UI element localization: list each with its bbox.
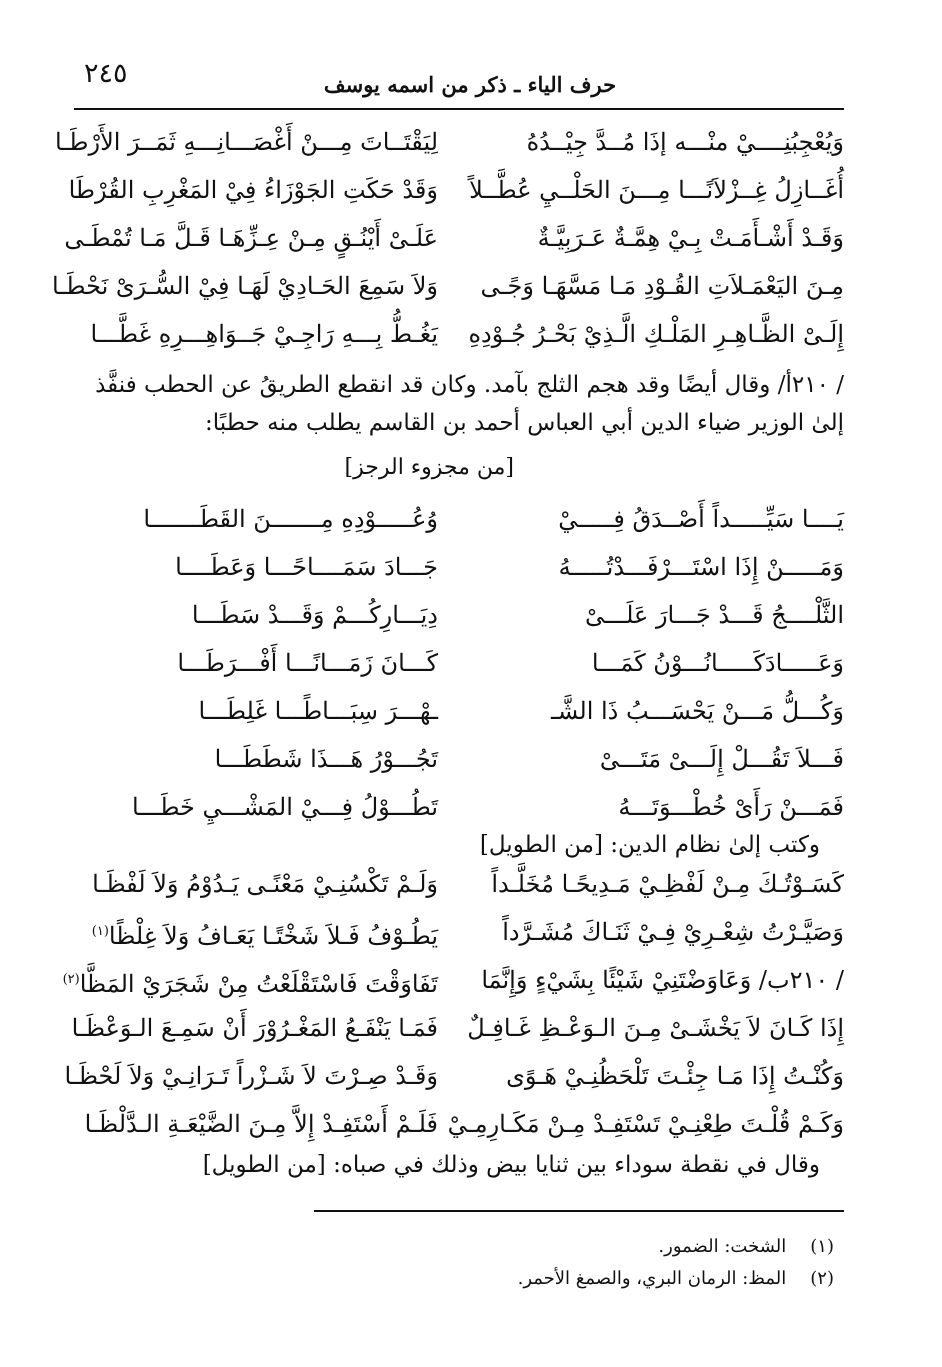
second-hemistich: وُعُـــــوْدِهِ مِـــــــنَ القَطَـــــــا	[143, 505, 438, 533]
poem-3	[62, 862, 844, 1150]
second-hemistich: يَغُـطُّ بِـــهِ رَاجِـيْ جَــوَاهِـــرِهِ غَطَّـــا	[90, 320, 438, 348]
page-number: ٢٤٥	[84, 58, 128, 89]
first-hemistich: وَصَيَّـرْتُ شِعْـرِيْ فِـيْ ثَنَـاكَ مُشَـرَّداً	[502, 918, 844, 946]
verse-line	[80, 910, 844, 958]
second-hemistich: فَلَـمْ أَسْتَفِـدْ إِلاَّ مِـنَ الضَّيْعَـةِ الـدَّلْظَـا	[84, 1110, 438, 1138]
first-hemistich: وَعَـــــادَكَـــــانُـــوْنُ كَمَـــا	[591, 649, 844, 677]
second-hemistich: لِيَقْتَــاتَ مِـــنْ أَغْصَـــانِـــهِ ثَمَــرَ الأَرْطَـا	[55, 128, 438, 156]
first-hemistich: يَــــا سَيِّـــــداً أَصْــدَقُ فِـــــيْ	[558, 505, 844, 533]
prose-intro: وقال في نقطة سوداء بين ثنايا بيض وذلك في صباه: [من الطويل]	[202, 1152, 820, 1178]
verse-line	[80, 862, 844, 910]
second-hemistich: وَقَدْ حَكَتِ الجَوْزَاءُ فِيْ المَغْرِبِ القُرْطَا	[68, 176, 438, 204]
header-rule	[74, 108, 844, 110]
hemistich-text: تَفَاوَقْتَ فَاسْتَقْلَعْتُ مِنْ شَجَرَيْ المَظَّا	[79, 970, 438, 998]
verse-line	[80, 545, 844, 593]
first-hemistich: وَكَـمْ قُلْـتَ طِعْنِـيْ تَسْتَفِـدْ مِـنْ مَكَـارِمِـيْ	[447, 1110, 844, 1138]
second-hemistich: عَلَـىْ أَيْنُـقٍ مِـنْ عِـزِّهَـا قَـلَّ مَـا تُمْطَـى	[64, 224, 438, 252]
footnote	[518, 1268, 834, 1289]
second-hemistich: تَجُـــوْرُ هَـــذَا شَطَطَـــا	[214, 745, 438, 773]
second-hemistich: كَـــانَ زَمَـــانًـــا أَفْـــرَطَـــا	[177, 649, 438, 677]
first-hemistich: الثَّلْــــجُ قَـــدْ جَـــارَ عَلَـــىْ	[584, 601, 844, 629]
verse-line	[80, 641, 844, 689]
verse-line	[64, 1054, 844, 1102]
footnote-rule	[314, 1210, 844, 1212]
footnote-text: الشخت: الضمور.	[658, 1236, 787, 1257]
verse-line	[62, 958, 844, 1006]
first-hemistich: وَكُنْـتُ إِذَا مَـا جِئْـتَ تَلْحَظُنِـيْ هَـوًى	[506, 1062, 844, 1090]
first-hemistich: إِلَـىْ الظَّـاهِـرِ المَلْـكِ الَّـذِيْ بَحْـرُ جُـوْدِهِ	[468, 320, 844, 348]
poem-1	[52, 120, 844, 360]
first-hemistich: وَقَـدْ أَشْـأَمَـتْ بِـيْ هِمَّـةٌ عَـرَبِيَّـةٌ	[537, 224, 844, 252]
verse-line	[68, 168, 844, 216]
second-hemistich: وَلَـمْ تَكْسُنِـيْ مَعْنًـى يَـدُوْمُ وَلاَ لَفْظَـا	[92, 870, 438, 898]
first-hemistich: إِذَا كَـانَ لاَ يَخْشَـىْ مِـنَ الـوَعْـظِ غَـافِـلٌ	[467, 1014, 844, 1042]
footnote-ref[interactable]: (١)	[91, 924, 109, 939]
second-hemistich: جَـــادَ سَمَــــاحًـــا وَعَطَــــا	[175, 553, 438, 581]
footnote	[658, 1236, 834, 1257]
footnote-number: (١)	[810, 1236, 834, 1257]
verse-line	[80, 689, 844, 737]
first-hemistich: كَسَـوْتُـكَ مِـنْ لَفْظِـيْ مَـدِيحًـا مُخَلَّـداً	[491, 870, 844, 898]
first-hemistich: وَيُعْجِبُنِــــيْ منْـــه إذَا مُــدَّ جِيْــدُهُ	[526, 128, 844, 156]
second-hemistich: وَلاَ سَمِعَ الحَـادِيْ لَهَـا فِيْ السُّـرَىْ نَحْطَـا	[52, 272, 438, 300]
first-hemistich: / ٢١٠ب/ وَعَاوَضْتَنِيْ شَيْئًا بِشَيْءٍ وَإِنَّمَا	[481, 966, 844, 994]
second-hemistich: دِيَـــارِكُـــمْ وَقَـــدْ سَطَـــا	[191, 601, 438, 629]
verse-line	[52, 264, 844, 312]
footnote-ref[interactable]: (٢)	[62, 972, 80, 987]
verse-line	[71, 1006, 844, 1054]
first-hemistich: مِـنَ اليَعْمَـلاَتِ القُـوْدِ مَـا مَسَّهَـا وَجًـى	[480, 272, 844, 300]
hemistich-text: يَطُـوْفُ فَـلاَ شَخْتًـا يَعَـافُ وَلاَ غِلْظًا	[108, 922, 438, 950]
second-hemistich: وَقَـدْ صِـرْتَ لاَ شَـزْراً تَـرَانِـيْ وَلاَ لَحْظَـا	[64, 1062, 438, 1090]
meter-label: [من مجزوء الرجز]	[344, 455, 514, 480]
running-head: حرف الياء ـ ذكر من اسمه يوسف	[323, 72, 617, 97]
first-hemistich: وَمَـــــنْ إِذَا اسْتَـــرْفَـــدْتُـــــهُ	[558, 553, 844, 581]
first-hemistich: فَمَـــنْ رَأَىْ خُطْـــوَتَـــهُ	[618, 793, 844, 821]
verse-line	[80, 312, 844, 360]
verse-line	[55, 120, 844, 168]
first-hemistich: فَـــلاَ تَقُـــلْ إِلَـــىْ مَتَـــىْ	[599, 745, 844, 773]
first-hemistich: وَكُـــلُّ مَـــنْ يَحْسَـــبُ ذَا الشَّـ	[550, 697, 844, 725]
second-hemistich: تَطُـــوْلُ فِـــيْ المَشْـــيِ خَطَـــا	[131, 793, 438, 821]
verse-line	[80, 737, 844, 785]
verse-line	[80, 497, 844, 545]
first-hemistich: أُغَــازِلُ غِــزْلاَنًـــا مِـــنَ الحَلْــيِ عُطَّــلاً	[469, 176, 844, 204]
prose-intro: وكتب إلىٰ نظام الدين: [من الطويل]	[479, 832, 820, 858]
second-hemistich	[62, 958, 438, 1006]
prose-paragraph: / ٢١٠أ/ وقال أيضًا وقد هجم الثلج بآمد. وكان قد انقطع الطريقُ عن الحطب فنفَّذ إلىٰ الوزير ضياء الدين أبي العباس أحمد بن القاسم يطلب منه حطبًا:	[95, 372, 844, 436]
second-hemistich	[80, 910, 438, 958]
second-hemistich: فَمَـا يَنْفَـعُ المَغْـرُوْرَ أَنْ سَمِـعَ الـوَعْظَـا	[71, 1014, 438, 1042]
footnote-number: (٢)	[810, 1268, 834, 1289]
verse-line	[64, 216, 844, 264]
verse-line	[80, 1102, 844, 1150]
poem-2	[80, 497, 844, 833]
verse-line	[80, 593, 844, 641]
footnote-text: المظ: الرمان البري، والصمغ الأحمر.	[517, 1268, 787, 1289]
second-hemistich: ـهْـــرَ سِبَـــاطًـــا غَلِطَـــا	[198, 697, 438, 725]
